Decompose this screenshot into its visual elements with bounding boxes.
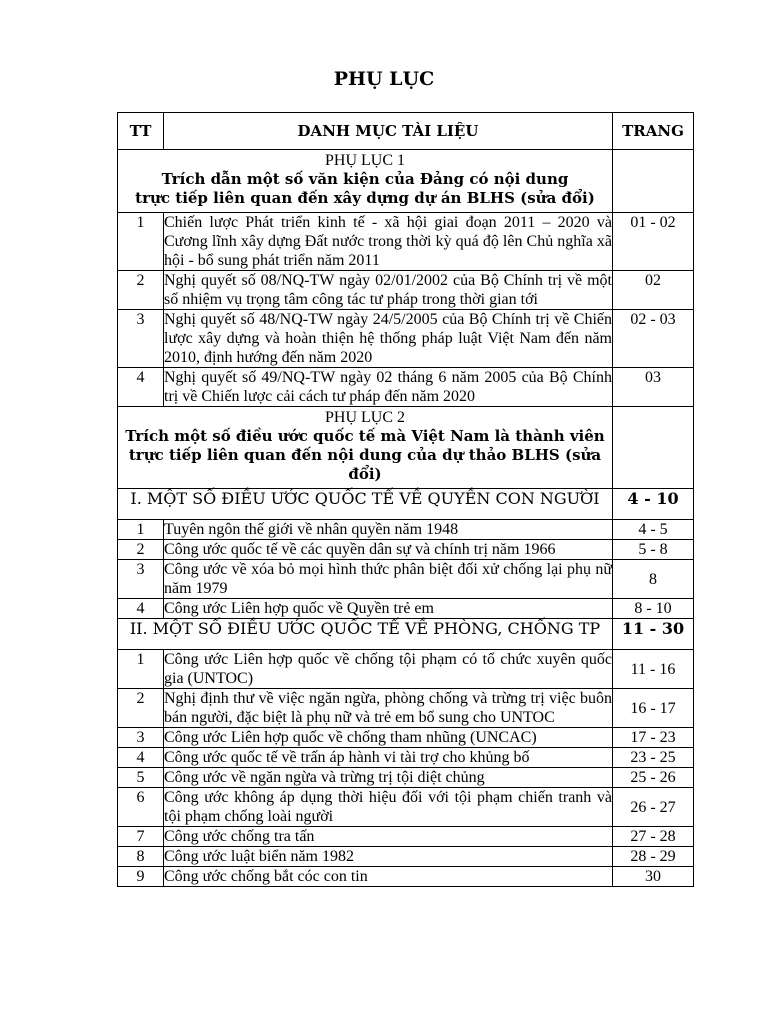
- appendix1-item-row: [118, 368, 694, 407]
- appendix1-item-row: [118, 271, 694, 310]
- part1-page: 4 - 10: [613, 489, 694, 520]
- row-document: Công ước quốc tế về các quyền dân sự và chính trị năm 1966: [164, 540, 613, 560]
- row-page: 8 - 10: [613, 599, 694, 619]
- row-number: 5: [118, 768, 164, 788]
- row-number: 6: [118, 788, 164, 827]
- appendix2-line2: trực tiếp liên quan đến nội dung của dự thảo BLHS (sửa đổi): [128, 446, 602, 483]
- row-number: 3: [118, 560, 164, 599]
- appendix1-item-row: [118, 213, 694, 271]
- appendix1-label: PHỤ LỤC 1: [324, 152, 405, 169]
- row-document: Công ước luật biển năm 1982: [164, 847, 613, 867]
- part2-item-row: [118, 689, 694, 728]
- row-number: 4: [118, 599, 164, 619]
- row-page: 5 - 8: [613, 540, 694, 560]
- part1-item-row: [118, 599, 694, 619]
- header-page: TRANG: [613, 113, 694, 150]
- appendix1-heading: [118, 150, 613, 213]
- appendix1-line1: Trích dẫn một số văn kiện của Đảng có nội dung: [161, 170, 569, 188]
- row-page: 11 - 16: [613, 650, 694, 689]
- appendix1-page-cell: [613, 150, 694, 213]
- appendix1-item-row: [118, 310, 694, 368]
- row-number: 3: [118, 310, 164, 368]
- row-number: 8: [118, 847, 164, 867]
- appendix2-heading: [118, 407, 613, 489]
- row-document: Nghị quyết số 48/NQ-TW ngày 24/5/2005 của Bộ Chính trị về Chiến lược xây dựng và hoàn thiện hệ thống pháp luật Việt Nam đến năm 2010, định hướng đến năm 2020: [164, 311, 612, 366]
- appendix-table: [117, 112, 694, 887]
- row-document: Tuyên ngôn thế giới về nhân quyền năm 1948: [164, 520, 613, 540]
- row-number: 2: [118, 271, 164, 310]
- appendix2-line1: Trích một số điều ước quốc tế mà Việt Nam là thành viên: [125, 427, 605, 445]
- row-page: 4 - 5: [613, 520, 694, 540]
- part1-row: [118, 489, 694, 520]
- row-document: Công ước về ngăn ngừa và trừng trị tội diệt chủng: [164, 768, 613, 788]
- part1-item-row: [118, 520, 694, 540]
- part2-page: 11 - 30: [613, 619, 694, 650]
- row-number: 4: [118, 748, 164, 768]
- row-document: Nghị quyết số 08/NQ-TW ngày 02/01/2002 của Bộ Chính trị về một số nhiệm vụ trọng tâm công tác tư pháp trong thời gian tới: [164, 272, 612, 308]
- row-page: 16 - 17: [613, 689, 694, 728]
- part1-title: I. MỘT SỐ ĐIỀU ƯỚC QUỐC TẾ VỀ QUYỀN CON NGƯỜI: [118, 489, 613, 520]
- header-tt: TT: [118, 113, 164, 150]
- row-document: Chiến lược Phát triển kinh tế - xã hội giai đoạn 2011 – 2020 và Cương lĩnh xây dựng Đất nước trong thời kỳ quá độ lên Chủ nghĩa xã hội - bổ sung phát triển năm 2011: [164, 214, 612, 269]
- row-page: 30: [613, 867, 694, 887]
- row-document: Công ước chống bắt cóc con tin: [164, 867, 613, 887]
- row-document: Công ước không áp dụng thời hiệu đối với tội phạm chiến tranh và tội phạm chống loài người: [164, 789, 612, 825]
- page-title: PHỤ LỤC: [333, 68, 435, 90]
- part2-item-row: [118, 788, 694, 827]
- table-header-row: [118, 113, 694, 150]
- row-number: 7: [118, 827, 164, 847]
- row-document: Công ước quốc tế về trấn áp hành vi tài trợ cho khủng bố: [164, 748, 613, 768]
- part2-item-row: [118, 867, 694, 887]
- row-page: 17 - 23: [613, 728, 694, 748]
- part2-item-row: [118, 847, 694, 867]
- part2-item-row: [118, 728, 694, 748]
- row-document: Nghị quyết số 49/NQ-TW ngày 02 tháng 6 năm 2005 của Bộ Chính trị về Chiến lược cải cách tư pháp đến năm 2020: [164, 369, 612, 405]
- header-doc: DANH MỤC TÀI LIỆU: [164, 113, 613, 150]
- part2-item-row: [118, 748, 694, 768]
- row-document: Công ước về xóa bỏ mọi hình thức phân biệt đối xử chống lại phụ nữ năm 1979: [164, 561, 612, 597]
- row-number: 4: [118, 368, 164, 407]
- row-number: 1: [118, 213, 164, 271]
- row-page: 8: [613, 560, 694, 599]
- row-number: 9: [118, 867, 164, 887]
- row-document: Công ước Liên hợp quốc về Quyền trẻ em: [164, 599, 613, 619]
- row-number: 3: [118, 728, 164, 748]
- part2-item-row: [118, 768, 694, 788]
- appendix2-heading-row: [118, 407, 694, 489]
- row-document: Công ước Liên hợp quốc về chống tội phạm có tổ chức xuyên quốc gia (UNTOC): [164, 651, 612, 687]
- row-page: 28 - 29: [613, 847, 694, 867]
- row-number: 1: [118, 650, 164, 689]
- row-number: 2: [118, 689, 164, 728]
- row-page: 27 - 28: [613, 827, 694, 847]
- row-document: Nghị định thư về việc ngăn ngừa, phòng chống và trừng trị việc buôn bán người, đặc biệt là phụ nữ và trẻ em bổ sung cho UNTOC: [164, 690, 612, 726]
- row-number: 2: [118, 540, 164, 560]
- row-page: 23 - 25: [613, 748, 694, 768]
- row-number: 1: [118, 520, 164, 540]
- row-page: 25 - 26: [613, 768, 694, 788]
- part2-item-row: [118, 827, 694, 847]
- appendix2-label: PHỤ LỤC 2: [324, 409, 405, 426]
- row-page: 01 - 02: [613, 213, 694, 271]
- part2-item-row: [118, 650, 694, 689]
- row-page: 03: [613, 368, 694, 407]
- row-document: Công ước Liên hợp quốc về chống tham nhũng (UNCAC): [164, 728, 613, 748]
- appendix2-page-cell: [613, 407, 694, 489]
- row-document: Công ước chống tra tấn: [164, 827, 613, 847]
- part2-row: [118, 619, 694, 650]
- part1-item-row: [118, 560, 694, 599]
- part2-title: II. MỘT SỐ ĐIỀU ƯỚC QUỐC TẾ VỀ PHÒNG, CHỐNG TP: [118, 619, 613, 650]
- row-page: 02: [613, 271, 694, 310]
- row-page: 26 - 27: [613, 788, 694, 827]
- appendix1-heading-row: [118, 150, 694, 213]
- part1-item-row: [118, 540, 694, 560]
- row-page: 02 - 03: [613, 310, 694, 368]
- appendix1-line2: trực tiếp liên quan đến xây dựng dự án BLHS (sửa đổi): [135, 189, 595, 207]
